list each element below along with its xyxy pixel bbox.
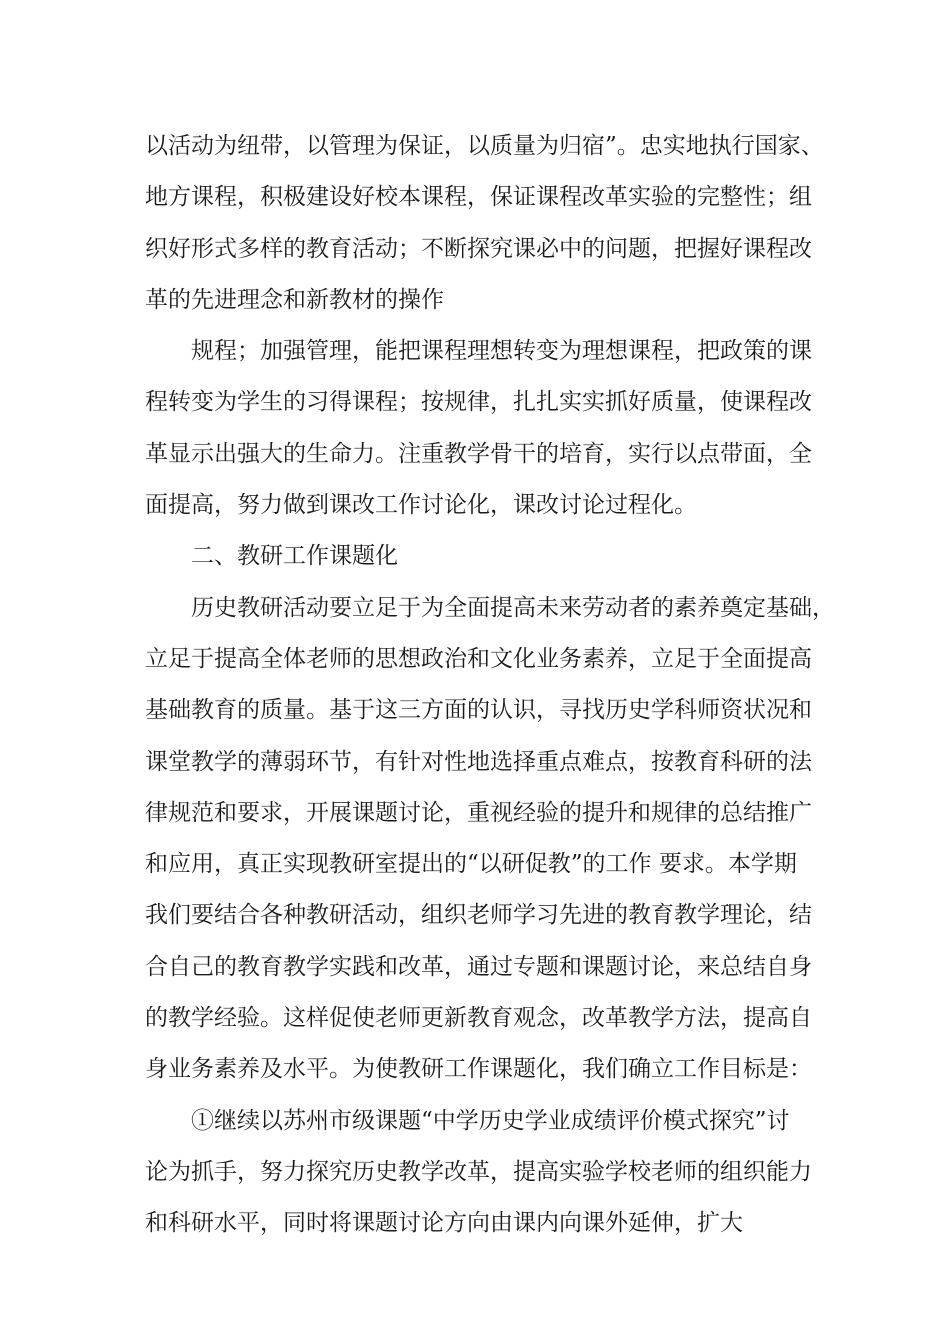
text-line: 律规范和要求，开展课题讨论，重视经验的提升和规律的总结推广 [145,799,812,826]
text-line: ①继续以苏州市级课题“中学历史学业成绩评价模式探究”讨 [191,1107,790,1134]
text-line: 织好形式多样的教育活动；不断探究课必中的问题，把握好课程改 [145,235,812,262]
text-line: 革的先进理念和新教材的操作 [145,286,444,313]
text-line: 和应用，真正实现教研室提出的“以研促教”的工作 要求。本学期 [145,851,797,878]
text-line: 历史教研活动要立足于为全面提高未来劳动者的素养奠定基础， [191,594,835,621]
text-line: 地方课程，积极建设好校本课程，保证课程改革实验的完整性；组 [145,184,812,211]
text-line: 二、教研工作课题化 [191,543,398,570]
text-line: 规程；加强管理，能把课程理想转变为理想课程，把政策的课 [191,338,812,365]
text-line: 立足于提高全体老师的思想政治和文化业务素养，立足于全面提高 [145,645,812,672]
section-heading [145,531,815,582]
text-line: 课堂教学的薄弱环节，有针对性地选择重点难点，按教育科研的法 [145,748,812,775]
paragraph [145,1096,815,1250]
text-line: 和科研水平，同时将课题讨论方向由课内向课外延伸，扩大 [145,1210,743,1237]
text-line: 程转变为学生的习得课程；按规律，扎扎实实抓好质量，使课程改 [145,389,812,416]
text-line: 我们要结合各种教研活动，组织老师学习先进的教育教学理论，结 [145,902,812,929]
text-line: 基础教育的质量。基于这三方面的认识，寻找历史学科师资状况和 [145,697,812,724]
paragraph [145,326,815,531]
document-body [145,121,835,1250]
text-line: 身业务素养及水平。为使教研工作课题化，我们确立工作目标是： [145,1056,812,1083]
text-line: 面提高，努力做到课改工作讨论化，课改讨论过程化。 [145,492,697,519]
paragraph [145,121,824,326]
text-line: 的教学经验。这样促使老师更新教育观念，改革教学方法，提高自 [145,1005,812,1032]
text-line: 革显示出强大的生命力。注重教学骨干的培育，实行以点带面，全 [145,440,812,467]
text-line: 论为抓手，努力探究历史教学改革，提高实验学校老师的组织能力 [145,1158,812,1185]
paragraph [145,583,835,1096]
text-line: 以活动为纽带，以管理为保证，以质量为归宿”。忠实地执行国家、 [145,133,824,159]
text-line: 合自己的教育教学实践和改革，通过专题和课题讨论，来总结自身 [145,953,812,980]
